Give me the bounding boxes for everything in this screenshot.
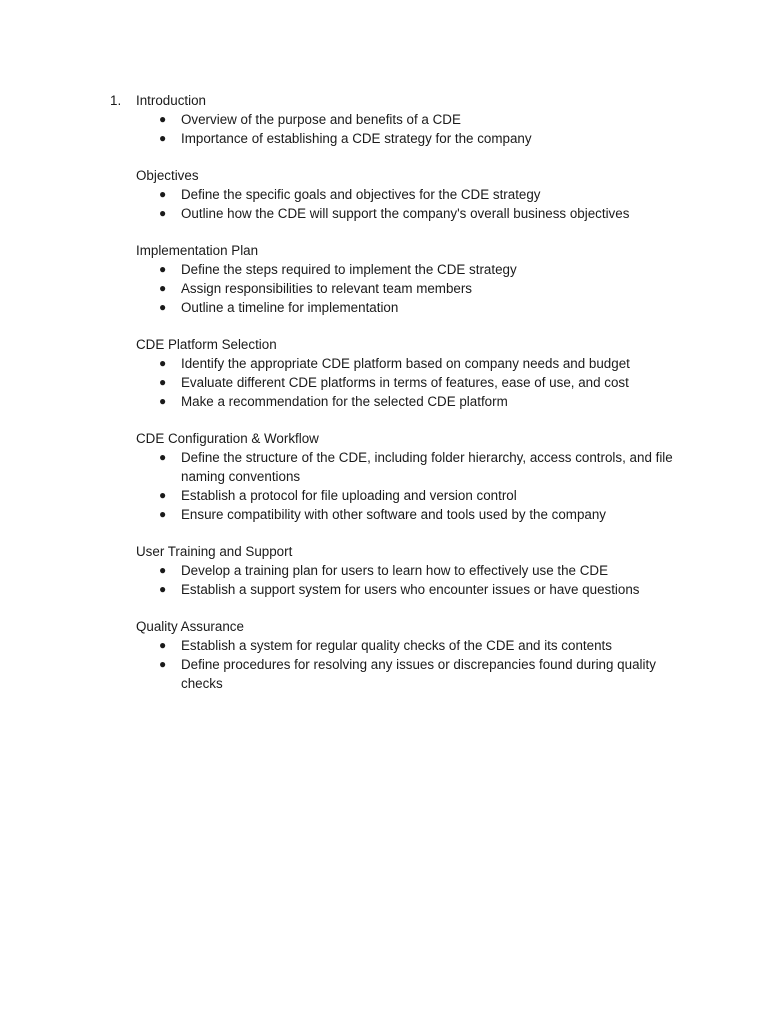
list-item-text: Assign responsibilities to relevant team members (181, 281, 472, 296)
section-heading (0, 429, 768, 448)
outline-section (0, 335, 768, 411)
list-item-text: Importance of establishing a CDE strategy for the company (181, 131, 532, 146)
list-item-text: Overview of the purpose and benefits of a CDE (181, 112, 461, 127)
bullet-icon: ● (159, 657, 167, 671)
section-title: Objectives (136, 168, 199, 183)
section-heading (0, 91, 768, 110)
list-item-text: Establish a support system for users who encounter issues or have questions (181, 582, 640, 597)
outline-section (0, 241, 768, 317)
list-item (0, 636, 673, 655)
list-item-text: Evaluate different CDE platforms in terms of features, ease of use, and cost (181, 375, 629, 390)
list-item-text: Define the structure of the CDE, including folder hierarchy, access controls, and file naming conventions (181, 450, 673, 484)
bullet-icon: ● (159, 638, 167, 652)
list-item (0, 448, 673, 486)
list-item (0, 354, 673, 373)
list-item-text: Establish a system for regular quality checks of the CDE and its contents (181, 638, 612, 653)
bullet-list (0, 260, 768, 317)
bullet-icon: ● (159, 450, 167, 464)
list-item-text: Make a recommendation for the selected CDE platform (181, 394, 508, 409)
list-item (0, 373, 673, 392)
section-title: User Training and Support (136, 544, 293, 559)
section-number: 1. (110, 93, 122, 108)
outline-section (0, 617, 768, 693)
bullet-list (0, 110, 768, 148)
list-item-text: Establish a protocol for file uploading and version control (181, 488, 517, 503)
bullet-icon: ● (159, 300, 167, 314)
list-item (0, 279, 673, 298)
section-title: Introduction (136, 93, 206, 108)
list-item-text: Ensure compatibility with other software and tools used by the company (181, 507, 607, 522)
bullet-list (0, 636, 768, 693)
list-item (0, 185, 673, 204)
outline-section (0, 542, 768, 599)
section-title: CDE Platform Selection (136, 337, 277, 352)
document-outline (0, 91, 768, 711)
bullet-icon: ● (159, 131, 167, 145)
bullet-icon: ● (159, 507, 167, 521)
bullet-icon: ● (159, 563, 167, 577)
bullet-icon: ● (159, 375, 167, 389)
outline-section (0, 91, 768, 148)
list-item (0, 129, 673, 148)
section-heading (0, 241, 768, 260)
list-item (0, 260, 673, 279)
bullet-icon: ● (159, 582, 167, 596)
list-item-text: Outline how the CDE will support the company's overall business objectives (181, 206, 630, 221)
section-heading (0, 617, 768, 636)
bullet-list (0, 561, 768, 599)
bullet-icon: ● (159, 112, 167, 126)
bullet-list (0, 185, 768, 223)
list-item (0, 505, 673, 524)
list-item-text: Define procedures for resolving any issues or discrepancies found during quality checks (181, 657, 656, 691)
section-title: CDE Configuration & Workflow (136, 431, 319, 446)
bullet-icon: ● (159, 206, 167, 220)
list-item-text: Define the steps required to implement the CDE strategy (181, 262, 517, 277)
list-item (0, 561, 673, 580)
bullet-list (0, 448, 768, 524)
list-item (0, 655, 673, 693)
section-heading (0, 542, 768, 561)
section-title: Quality Assurance (136, 619, 244, 634)
list-item (0, 110, 673, 129)
list-item-text: Develop a training plan for users to learn how to effectively use the CDE (181, 563, 608, 578)
outline-section (0, 429, 768, 524)
section-heading (0, 166, 768, 185)
bullet-icon: ● (159, 488, 167, 502)
bullet-icon: ● (159, 281, 167, 295)
bullet-icon: ● (159, 187, 167, 201)
list-item-text: Identify the appropriate CDE platform based on company needs and budget (181, 356, 630, 371)
list-item (0, 580, 673, 599)
section-title: Implementation Plan (136, 243, 259, 258)
outline-section (0, 166, 768, 223)
bullet-list (0, 354, 768, 411)
list-item (0, 204, 673, 223)
list-item-text: Define the specific goals and objectives for the CDE strategy (181, 187, 541, 202)
list-item (0, 298, 673, 317)
list-item (0, 486, 673, 505)
bullet-icon: ● (159, 394, 167, 408)
section-heading (0, 335, 768, 354)
bullet-icon: ● (159, 356, 167, 370)
bullet-icon: ● (159, 262, 167, 276)
list-item-text: Outline a timeline for implementation (181, 300, 399, 315)
list-item (0, 392, 673, 411)
